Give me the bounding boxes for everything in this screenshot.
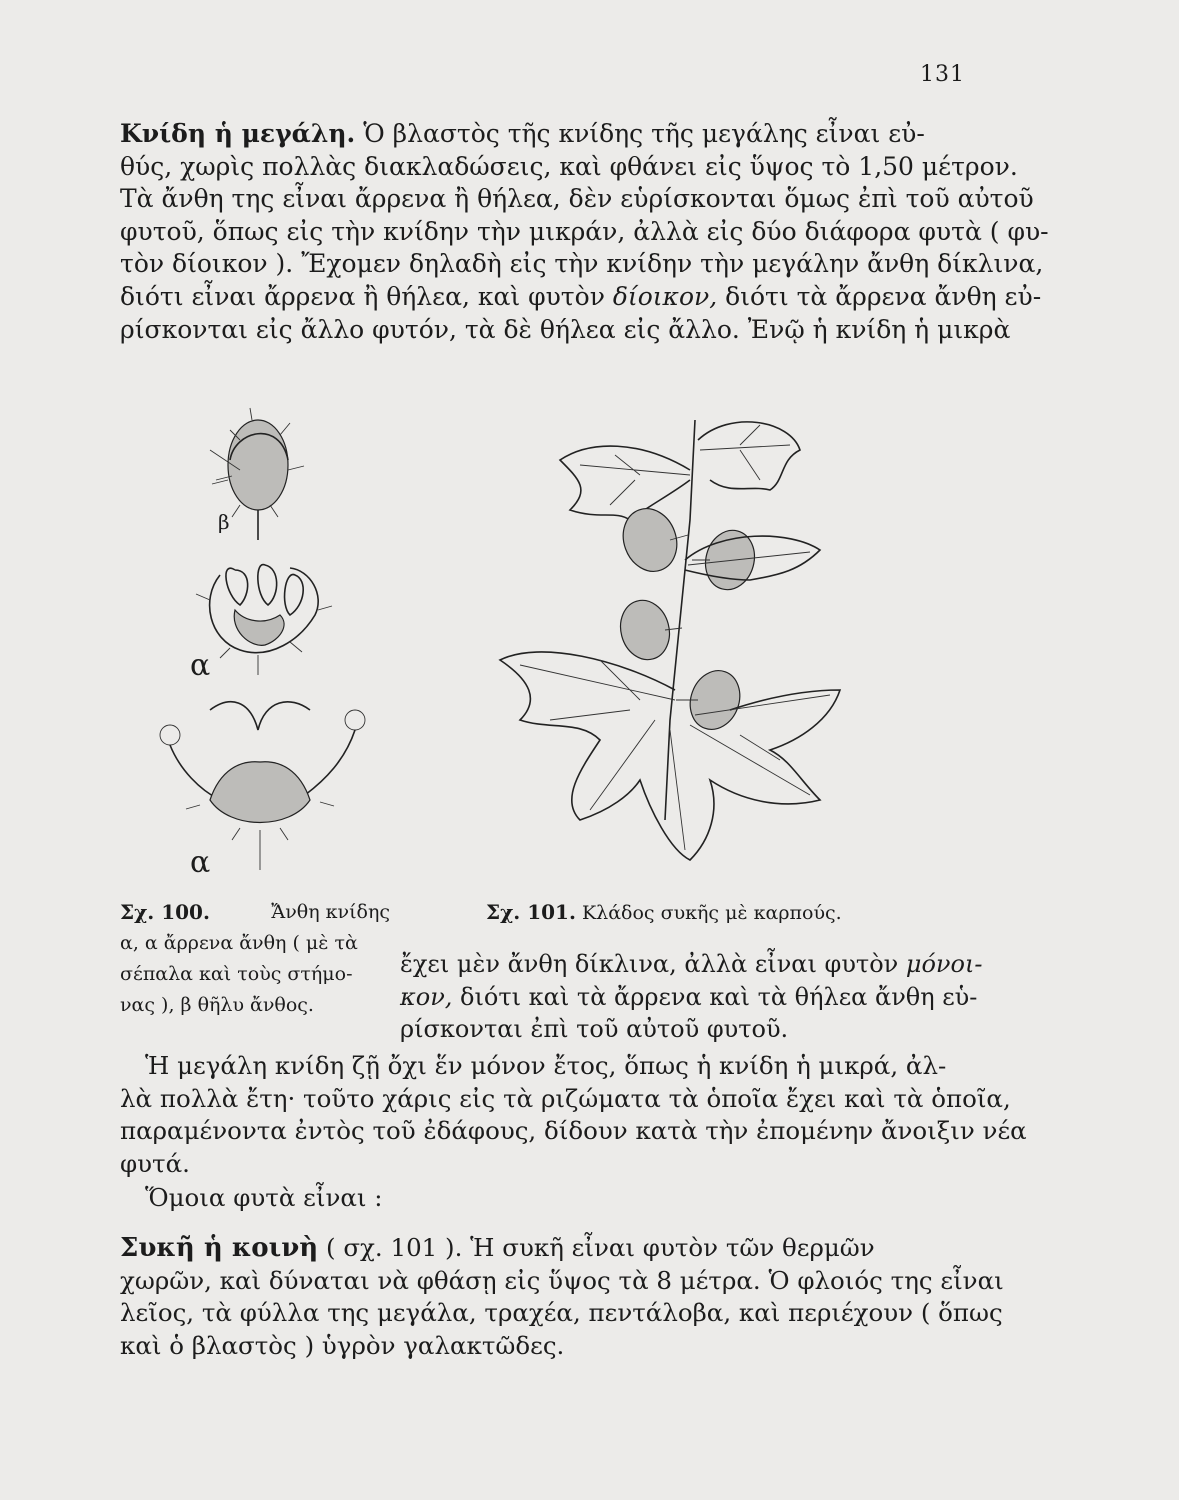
text-segment: Ὁ βλαστὸς τῆς κνίδης τῆς μεγάλης εἶναι εὐ-	[363, 119, 925, 148]
text-line: θύς, χωρὶς πολλὰς διακλαδώσεις, καὶ φθάνει εἰς ὕψος τὸ 1,50 μέτρον.	[120, 151, 1018, 181]
text-line: Τὰ ἄνθη της εἶναι ἄρρενα ἢ θήλεα, δὲν εὑρίσκονται ὅμως ἐπὶ τοῦ αὐτοῦ	[120, 184, 1034, 214]
text-line	[400, 948, 983, 981]
caption-line: νας ), β θῆλυ ἄνθος.	[120, 994, 314, 1016]
text-line: Ἡ μεγάλη κνίδη ζῇ ὄχι ἕν μόνον ἔτος, ὅπως ἡ κνίδη ἡ μικρά, ἀλ-	[145, 1051, 947, 1080]
text-line	[120, 281, 1042, 314]
text-line: χωρῶν, καὶ δύναται νὰ φθάσῃ εἰς ὕψος τὰ 8 μέτρα. Ὁ φλοιός της εἶναι	[120, 1265, 1004, 1295]
text-line	[120, 1232, 960, 1265]
italic-term-monoecious-end: κον,	[400, 982, 453, 1011]
figure-101-fig-branch	[440, 400, 900, 870]
italic-term-dioecious: δίοικον,	[612, 281, 718, 311]
text-line: φυτοῦ, ὅπως εἰς τὴν κνίδην τὴν μικράν, ἀλλὰ εἰς δύο διάφορα φυτὰ ( φυ-	[120, 216, 1049, 246]
text-segment: διότι εἶναι ἄρρενα ἢ θήλεα, καὶ φυτὸν	[120, 281, 605, 311]
text-line: καὶ ὁ βλαστὸς ) ὑγρὸν γαλακτῶδες.	[120, 1330, 565, 1360]
figure-101-caption	[486, 897, 842, 929]
page-number: 131	[920, 62, 965, 87]
paragraph-small-nettle-contrast	[400, 948, 983, 1046]
caption-text: Κλάδος συκῆς μὲ καρπούς.	[581, 902, 842, 924]
text-line: λὰ πολλὰ ἔτη· τοῦτο χάρις εἰς τὰ ριζώματα τὰ ὁποῖα ἔχει καὶ τὰ ὁποῖα,	[120, 1083, 1011, 1113]
text-line	[400, 981, 978, 1014]
caption-text: Ἄνθη κνίδης	[271, 901, 390, 923]
text-line: ρίσκονται ἐπὶ τοῦ αὐτοῦ φυτοῦ.	[400, 1015, 789, 1044]
paragraph-common-fig	[120, 1232, 1004, 1362]
section-heading-great-nettle: Κνίδη ἡ μεγάλη.	[120, 119, 356, 148]
figure-100-caption	[120, 897, 390, 1021]
caption-label: Σχ. 101.	[486, 900, 576, 924]
caption-line: α, α ἄρρενα ἄνθη ( μὲ τὰ	[120, 932, 358, 954]
paragraph-great-nettle	[120, 118, 1049, 346]
figure-label-beta: β	[218, 510, 230, 534]
text-line: Ὅμοια φυτὰ εἶναι :	[145, 1183, 383, 1212]
text-line: τὸν δίοικον ). Ἔχομεν δηλαδὴ εἰς τὴν κνίδην τὴν μεγάλην ἄνθη δίκλινα,	[120, 249, 1044, 279]
text-segment: διότι καὶ τὰ ἄρρενα καὶ τὰ θήλεα ἄνθη εὑ-	[460, 982, 978, 1011]
section-heading-common-fig: Συκῆ ἡ κοινὴ	[120, 1233, 319, 1263]
paragraph-similar-plants	[120, 1182, 960, 1215]
figure-label-alpha-2: α	[190, 845, 211, 880]
text-line: ρίσκονται εἰς ἄλλο φυτόν, τὰ δὲ θήλεα εἰς ἄλλο. Ἐνῷ ἡ κνίδη ἡ μικρὰ	[120, 314, 1011, 344]
text-segment: ἔχει μὲν ἄνθη δίκλινα, ἀλλὰ εἶναι φυτὸν	[400, 950, 899, 978]
text-line	[120, 118, 960, 151]
text-segment: διότι τὰ ἄρρενα ἄνθη εὐ-	[725, 281, 1042, 311]
text-line: λεῖος, τὰ φύλλα της μεγάλα, τραχέα, πεντάλοβα, καὶ περιέχουν ( ὅπως	[120, 1298, 1003, 1328]
text-line: φυτά.	[120, 1148, 190, 1178]
figure-100-nettle-flowers	[140, 410, 400, 890]
caption-line: σέπαλα καὶ τοὺς στήμο-	[120, 963, 353, 985]
italic-term-monoecious: μόνοι-	[905, 950, 983, 978]
text-line: παραμένοντα ἐντὸς τοῦ ἐδάφους, δίδουν κατὰ τὴν ἐπομένην ἄνοιξιν νέα	[120, 1116, 1027, 1146]
caption-label: Σχ. 100.	[120, 900, 210, 924]
text-segment: ( σχ. 101 ). Ἡ συκῆ εἶναι φυτὸν τῶν θερμῶν	[325, 1233, 875, 1262]
male-flower-drawing-1	[196, 565, 332, 675]
caption-line	[120, 897, 390, 928]
paragraph-perennial	[120, 1050, 1027, 1180]
figure-label-alpha-1: α	[190, 648, 211, 683]
